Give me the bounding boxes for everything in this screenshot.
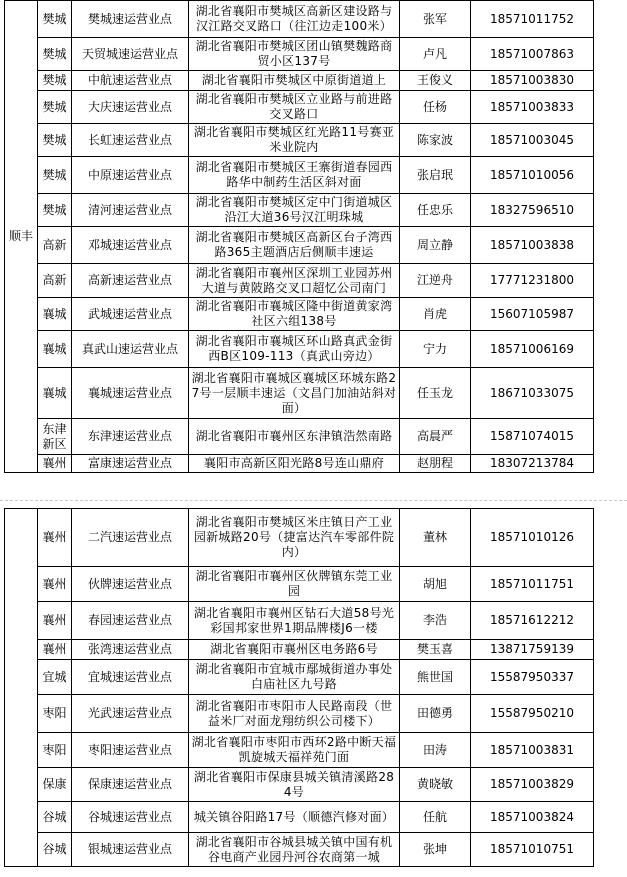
outlet-table-2 — [4, 508, 594, 867]
contact-cell: 张坤 — [400, 833, 471, 867]
address-cell: 湖北省襄阳市樊城区中原街道道上 — [189, 71, 400, 91]
table-row — [5, 298, 594, 331]
district-cell: 襄州 — [38, 567, 72, 602]
outlet-name-cell: 富康速运营业点 — [72, 455, 189, 473]
district-cell: 高新 — [38, 264, 72, 298]
table-row — [5, 833, 594, 867]
district-cell: 襄城 — [38, 298, 72, 331]
address-cell: 湖北省襄阳市保康县城关镇清溪路284号 — [189, 768, 400, 802]
district-cell: 宜城 — [38, 660, 72, 695]
contact-cell: 田涛 — [400, 733, 471, 768]
address-cell: 湖北省襄阳市樊城区立业路与前进路交叉路口 — [189, 91, 400, 124]
table-row — [5, 264, 594, 298]
outlet-name-cell: 中航速运营业点 — [72, 71, 189, 91]
contact-cell: 李浩 — [400, 602, 471, 640]
phone-cell: 18571003824 — [471, 802, 594, 833]
phone-cell: 18571006169 — [471, 331, 594, 368]
outlet-name-cell: 武城速运营业点 — [72, 298, 189, 331]
contact-cell: 高晨严 — [400, 419, 471, 455]
outlet-table-1 — [4, 0, 594, 473]
address-cell: 湖北省襄阳市谷城县城关镇中国有机谷电商产业园丹河谷农商第一城 — [189, 833, 400, 867]
phone-cell: 18571011751 — [471, 567, 594, 602]
outlet-name-cell: 宜城速运营业点 — [72, 660, 189, 695]
outlet-name-cell: 二汽速运营业点 — [72, 509, 189, 567]
phone-cell: 18571612212 — [471, 602, 594, 640]
outlet-name-cell: 天贸城速运营业点 — [72, 38, 189, 71]
outlet-table-2-body — [5, 509, 594, 867]
district-cell: 襄城 — [38, 368, 72, 419]
outlet-name-cell: 枣阳速运营业点 — [72, 733, 189, 768]
district-cell: 樊城 — [38, 157, 72, 194]
outlet-name-cell: 保康速运营业点 — [72, 768, 189, 802]
phone-cell: 18571010056 — [471, 157, 594, 194]
outlet-name-cell: 春园速运营业点 — [72, 602, 189, 640]
contact-cell: 王俊义 — [400, 71, 471, 91]
table-row — [5, 38, 594, 71]
outlet-name-cell: 大庆速运营业点 — [72, 91, 189, 124]
district-cell: 东津新区 — [38, 419, 72, 455]
phone-cell: 15607105987 — [471, 298, 594, 331]
table-row — [5, 227, 594, 264]
outlet-name-cell: 谷城速运营业点 — [72, 802, 189, 833]
outlet-name-cell: 伙牌速运营业点 — [72, 567, 189, 602]
phone-cell: 18571003831 — [471, 733, 594, 768]
district-cell: 高新 — [38, 227, 72, 264]
district-cell: 襄城 — [38, 331, 72, 368]
contact-cell: 周立静 — [400, 227, 471, 264]
table-row — [5, 455, 594, 473]
phone-cell: 15871074015 — [471, 419, 594, 455]
table-row — [5, 660, 594, 695]
contact-cell: 张军 — [400, 1, 471, 38]
table-row — [5, 733, 594, 768]
company-cell-empty — [5, 509, 38, 867]
table-row — [5, 91, 594, 124]
address-cell: 湖北省襄阳市襄城区襄城区环城东路27号一层顺丰速运（文昌门加油站斜对面） — [189, 368, 400, 419]
outlet-name-cell: 襄城速运营业点 — [72, 368, 189, 419]
outlet-name-cell: 清河速运营业点 — [72, 194, 189, 227]
phone-cell: 18571003829 — [471, 768, 594, 802]
address-cell: 湖北省襄阳市樊城区红光路11号赛亚米业院内 — [189, 124, 400, 157]
address-cell: 湖北省襄阳市襄州区东津镇浩然南路 — [189, 419, 400, 455]
address-cell: 湖北省襄阳市枣阳市人民路南段（世益米厂对面龙翔纺织公司楼下） — [189, 695, 400, 733]
contact-cell: 张启珉 — [400, 157, 471, 194]
outlet-name-cell: 中原速运营业点 — [72, 157, 189, 194]
phone-cell: 15587950210 — [471, 695, 594, 733]
outlet-table-1-body — [5, 1, 594, 473]
district-cell: 襄州 — [38, 602, 72, 640]
district-cell: 襄州 — [38, 640, 72, 660]
phone-cell: 18327596510 — [471, 194, 594, 227]
contact-cell: 赵朋程 — [400, 455, 471, 473]
district-cell: 谷城 — [38, 802, 72, 833]
contact-cell: 任航 — [400, 802, 471, 833]
contact-cell: 熊世国 — [400, 660, 471, 695]
address-cell: 城关镇谷阳路17号（顺德汽修对面） — [189, 802, 400, 833]
address-cell: 湖北省襄阳市襄州区伙牌镇东莞工业园 — [189, 567, 400, 602]
phone-cell: 15587950337 — [471, 660, 594, 695]
contact-cell: 樊玉喜 — [400, 640, 471, 660]
district-cell: 枣阳 — [38, 695, 72, 733]
table-row — [5, 368, 594, 419]
table-row — [5, 157, 594, 194]
contact-cell: 陈家波 — [400, 124, 471, 157]
outlet-name-cell: 银城速运营业点 — [72, 833, 189, 867]
district-cell: 保康 — [38, 768, 72, 802]
address-cell: 湖北省襄阳市襄城区隆中街道黄家湾社区六组138号 — [189, 298, 400, 331]
district-cell: 樊城 — [38, 194, 72, 227]
contact-cell: 董林 — [400, 509, 471, 567]
phone-cell: 18671033075 — [471, 368, 594, 419]
table-row — [5, 802, 594, 833]
address-cell: 湖北省襄阳市樊城区定中门街道城区沿江大道36号汉江明珠城 — [189, 194, 400, 227]
district-cell: 樊城 — [38, 1, 72, 38]
table-row — [5, 602, 594, 640]
contact-cell: 宁力 — [400, 331, 471, 368]
address-cell: 湖北省襄阳市樊城区王寨街道春园西路华中制药生活区斜对面 — [189, 157, 400, 194]
table-row — [5, 695, 594, 733]
phone-cell: 18571007863 — [471, 38, 594, 71]
contact-cell: 肖虎 — [400, 298, 471, 331]
table-row — [5, 419, 594, 455]
address-cell: 湖北省襄阳市枣阳市西环2路中断天福凯旋城天福祥苑门面 — [189, 733, 400, 768]
phone-cell: 18571010751 — [471, 833, 594, 867]
phone-cell: 18571010126 — [471, 509, 594, 567]
district-cell: 樊城 — [38, 124, 72, 157]
outlet-name-cell: 东津速运营业点 — [72, 419, 189, 455]
contact-cell: 任杨 — [400, 91, 471, 124]
page-break — [0, 494, 627, 508]
address-cell: 湖北省襄阳市襄州区深圳工业园苏州大道与黄陂路交叉口超忆公司南门 — [189, 264, 400, 298]
contact-cell: 卢凡 — [400, 38, 471, 71]
address-cell: 湖北省襄阳市宜城市鄢城街道办事处白庙社区九号路 — [189, 660, 400, 695]
district-cell: 樊城 — [38, 38, 72, 71]
table-row — [5, 509, 594, 567]
address-cell: 湖北省襄阳市襄州区电务路6号 — [189, 640, 400, 660]
contact-cell: 任玉龙 — [400, 368, 471, 419]
outlet-name-cell: 邓城速运营业点 — [72, 227, 189, 264]
page-break-line — [0, 500, 627, 501]
address-cell: 湖北省襄阳市樊城区高新区建设路与汉江路交叉路口（往江边走100米） — [189, 1, 400, 38]
table-row — [5, 768, 594, 802]
contact-cell: 黄晓敏 — [400, 768, 471, 802]
phone-cell: 18571003833 — [471, 91, 594, 124]
contact-cell: 田德勇 — [400, 695, 471, 733]
outlet-name-cell: 光武速运营业点 — [72, 695, 189, 733]
table-row — [5, 567, 594, 602]
table-row — [5, 124, 594, 157]
phone-cell: 18571003045 — [471, 124, 594, 157]
contact-cell: 任忠乐 — [400, 194, 471, 227]
outlet-name-cell: 高新速运营业点 — [72, 264, 189, 298]
district-cell: 襄州 — [38, 455, 72, 473]
contact-cell: 江逆舟 — [400, 264, 471, 298]
address-cell: 湖北省襄阳市樊城区高新区台子湾西路365主题酒店后侧顺丰速运 — [189, 227, 400, 264]
table-row — [5, 1, 594, 38]
phone-cell: 18571011752 — [471, 1, 594, 38]
company-cell: 顺丰 — [5, 1, 38, 473]
phone-cell: 17771231800 — [471, 264, 594, 298]
address-cell: 襄阳市高新区阳光路8号连山鼎府 — [189, 455, 400, 473]
table-row — [5, 71, 594, 91]
outlet-name-cell: 真武山速运营业点 — [72, 331, 189, 368]
phone-cell: 18571003838 — [471, 227, 594, 264]
district-cell: 樊城 — [38, 71, 72, 91]
address-cell: 湖北省襄阳市樊城区团山镇樊魏路商贸小区137号 — [189, 38, 400, 71]
district-cell: 樊城 — [38, 91, 72, 124]
district-cell: 襄州 — [38, 509, 72, 567]
district-cell: 谷城 — [38, 833, 72, 867]
outlet-name-cell: 张湾速运营业点 — [72, 640, 189, 660]
phone-cell: 13871759139 — [471, 640, 594, 660]
address-cell: 湖北省襄阳市樊城区米庄镇日产工业园新城路20号（捷富达汽车零部件院内） — [189, 509, 400, 567]
outlet-name-cell: 长虹速运营业点 — [72, 124, 189, 157]
contact-cell: 胡旭 — [400, 567, 471, 602]
table-row — [5, 194, 594, 227]
table-row — [5, 640, 594, 660]
district-cell: 枣阳 — [38, 733, 72, 768]
outlet-name-cell: 樊城速运营业点 — [72, 1, 189, 38]
phone-cell: 18307213784 — [471, 455, 594, 473]
address-cell: 湖北省襄阳市襄城区环山路真武金街西B区109-113（真武山旁边） — [189, 331, 400, 368]
phone-cell: 18571003830 — [471, 71, 594, 91]
table-row — [5, 331, 594, 368]
address-cell: 湖北省襄阳市襄州区钻石大道58号光彩国邦家世界1期品牌楼J6一楼 — [189, 602, 400, 640]
